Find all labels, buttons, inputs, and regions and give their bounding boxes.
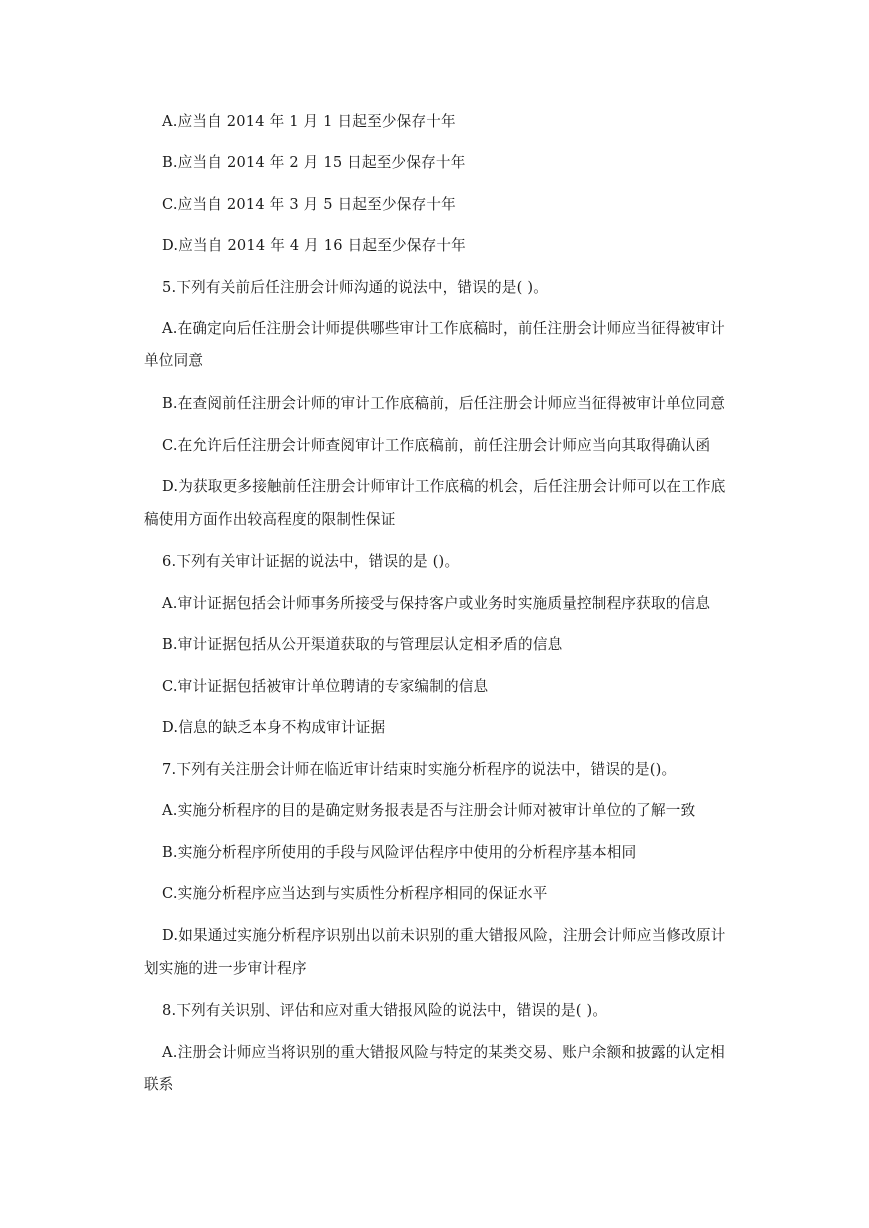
- option-4c-text: C.应当自 2014 年 3 月 5 日起至少保存十年: [162, 196, 456, 213]
- option-7d-text: D.如果通过实施分析程序识别出以前未识别的重大错报风险，注册会计师应当修改原计: [162, 927, 726, 944]
- option-4b-text: B.应当自 2014 年 2 月 15 日起至少保存十年: [162, 154, 466, 171]
- question-6-text: 6.下列有关审计证据的说法中，错误的是 ()。: [162, 553, 460, 570]
- option-8a-continued: 联系: [144, 1076, 174, 1093]
- option-5d-continued: 稿使用方面作出较高程度的限制性保证: [144, 511, 396, 528]
- question-5-text: 5.下列有关前后任注册会计师沟通的说法中，错误的是( )。: [162, 279, 549, 296]
- option-4a-text: A.应当自 2014 年 1 月 1 日起至少保存十年: [162, 113, 456, 130]
- option-6c-text: C.审计证据包括被审计单位聘请的专家编制的信息: [162, 678, 489, 695]
- option-5a-continued: 单位同意: [144, 352, 204, 369]
- option-4d-text: D.应当自 2014 年 4 月 16 日起至少保存十年: [162, 237, 466, 254]
- question-8-text: 8.下列有关识别、评估和应对重大错报风险的说法中，错误的是( )。: [162, 1002, 608, 1019]
- option-6a-text: A.审计证据包括会计师事务所接受与保持客户或业务时实施质量控制程序获取的信息: [162, 595, 711, 612]
- option-8a-text: A.注册会计师应当将识别的重大错报风险与特定的某类交易、账户余额和披露的认定相: [162, 1044, 725, 1061]
- option-6b-text: B.审计证据包括从公开渠道获取的与管理层认定相矛盾的信息: [162, 636, 563, 653]
- question-7-text: 7.下列有关注册会计师在临近审计结束时实施分析程序的说法中，错误的是()。: [162, 761, 677, 778]
- option-5c-text: C.在允许后任注册会计师查阅审计工作底稿前，前任注册会计师应当向其取得确认函: [162, 437, 711, 454]
- option-7b-text: B.实施分析程序所使用的手段与风险评估程序中使用的分析程序基本相同: [162, 844, 637, 861]
- option-5d-text: D.为获取更多接触前任注册会计师审计工作底稿的机会，后任注册会计师可以在工作底: [162, 478, 726, 495]
- option-5a-text: A.在确定向后任注册会计师提供哪些审计工作底稿时，前任注册会计师应当征得被审计: [162, 320, 725, 337]
- option-7a-text: A.实施分析程序的目的是确定财务报表是否与注册会计师对被审计单位的了解一致: [162, 802, 696, 819]
- option-6d-text: D.信息的缺乏本身不构成审计证据: [162, 719, 386, 736]
- option-7d-continued: 划实施的进一步审计程序: [144, 960, 307, 977]
- option-7c-text: C.实施分析程序应当达到与实质性分析程序相同的保证水平: [162, 885, 548, 902]
- option-5b-text: B.在查阅前任注册会计师的审计工作底稿前，后任注册会计师应当征得被审计单位同意: [162, 395, 726, 412]
